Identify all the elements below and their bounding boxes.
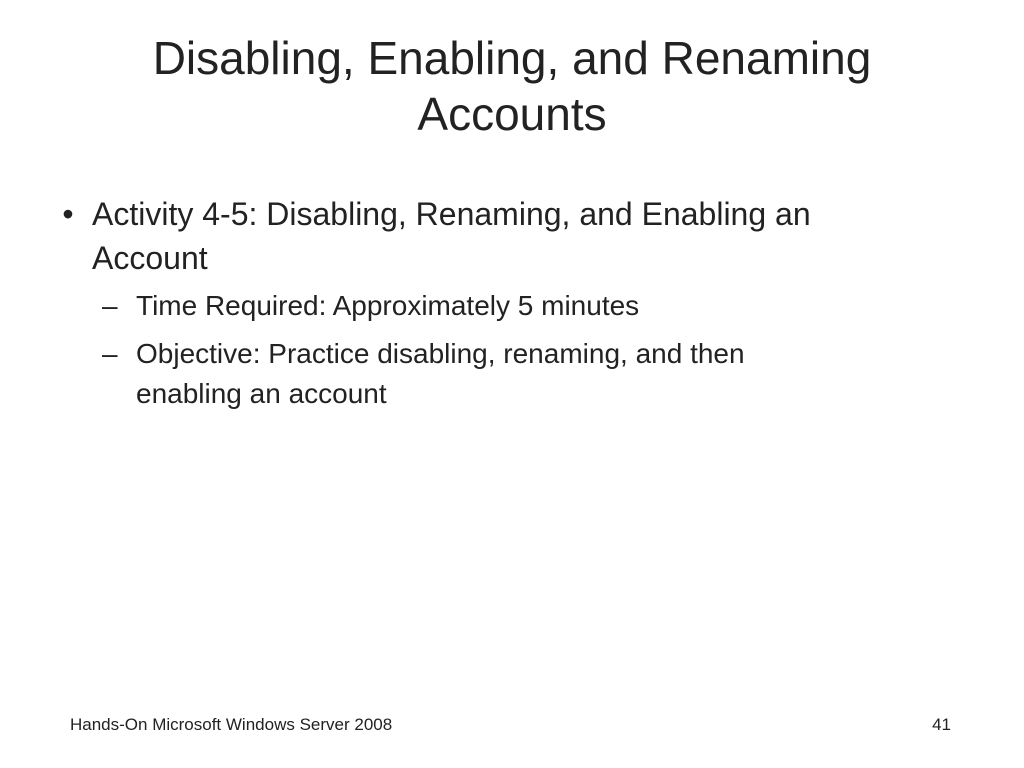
bullet-activity-line-2: Account	[92, 240, 208, 276]
sub-bullet-objective	[92, 334, 958, 414]
sub-bullet-objective-line-2: enabling an account	[136, 378, 387, 409]
bullet-marker: •	[62, 196, 74, 232]
page-number: 41	[932, 715, 951, 734]
sub-bullet-objective-line-1: Objective: Practice disabling, renaming, and then	[136, 338, 745, 369]
footer-text: Hands-On Microsoft Windows Server 2008	[70, 715, 393, 734]
sub-bullet-time-required	[92, 286, 958, 326]
bullet-activity	[58, 192, 958, 414]
sub-bullet-time-required-text: Time Required: Approximately 5 minutes	[136, 290, 640, 321]
sub-bullet-list	[92, 286, 958, 414]
slide-title-line-2: Accounts	[417, 88, 607, 140]
slide-title	[60, 30, 964, 142]
sub-bullet-marker: –	[102, 290, 118, 321]
sub-bullet-marker: –	[102, 338, 118, 369]
bullet-activity-line-1: Activity 4-5: Disabling, Renaming, and Enabling an	[92, 196, 811, 232]
slide-title-line-1: Disabling, Enabling, and Renaming	[152, 32, 872, 84]
slide-body	[58, 192, 958, 422]
